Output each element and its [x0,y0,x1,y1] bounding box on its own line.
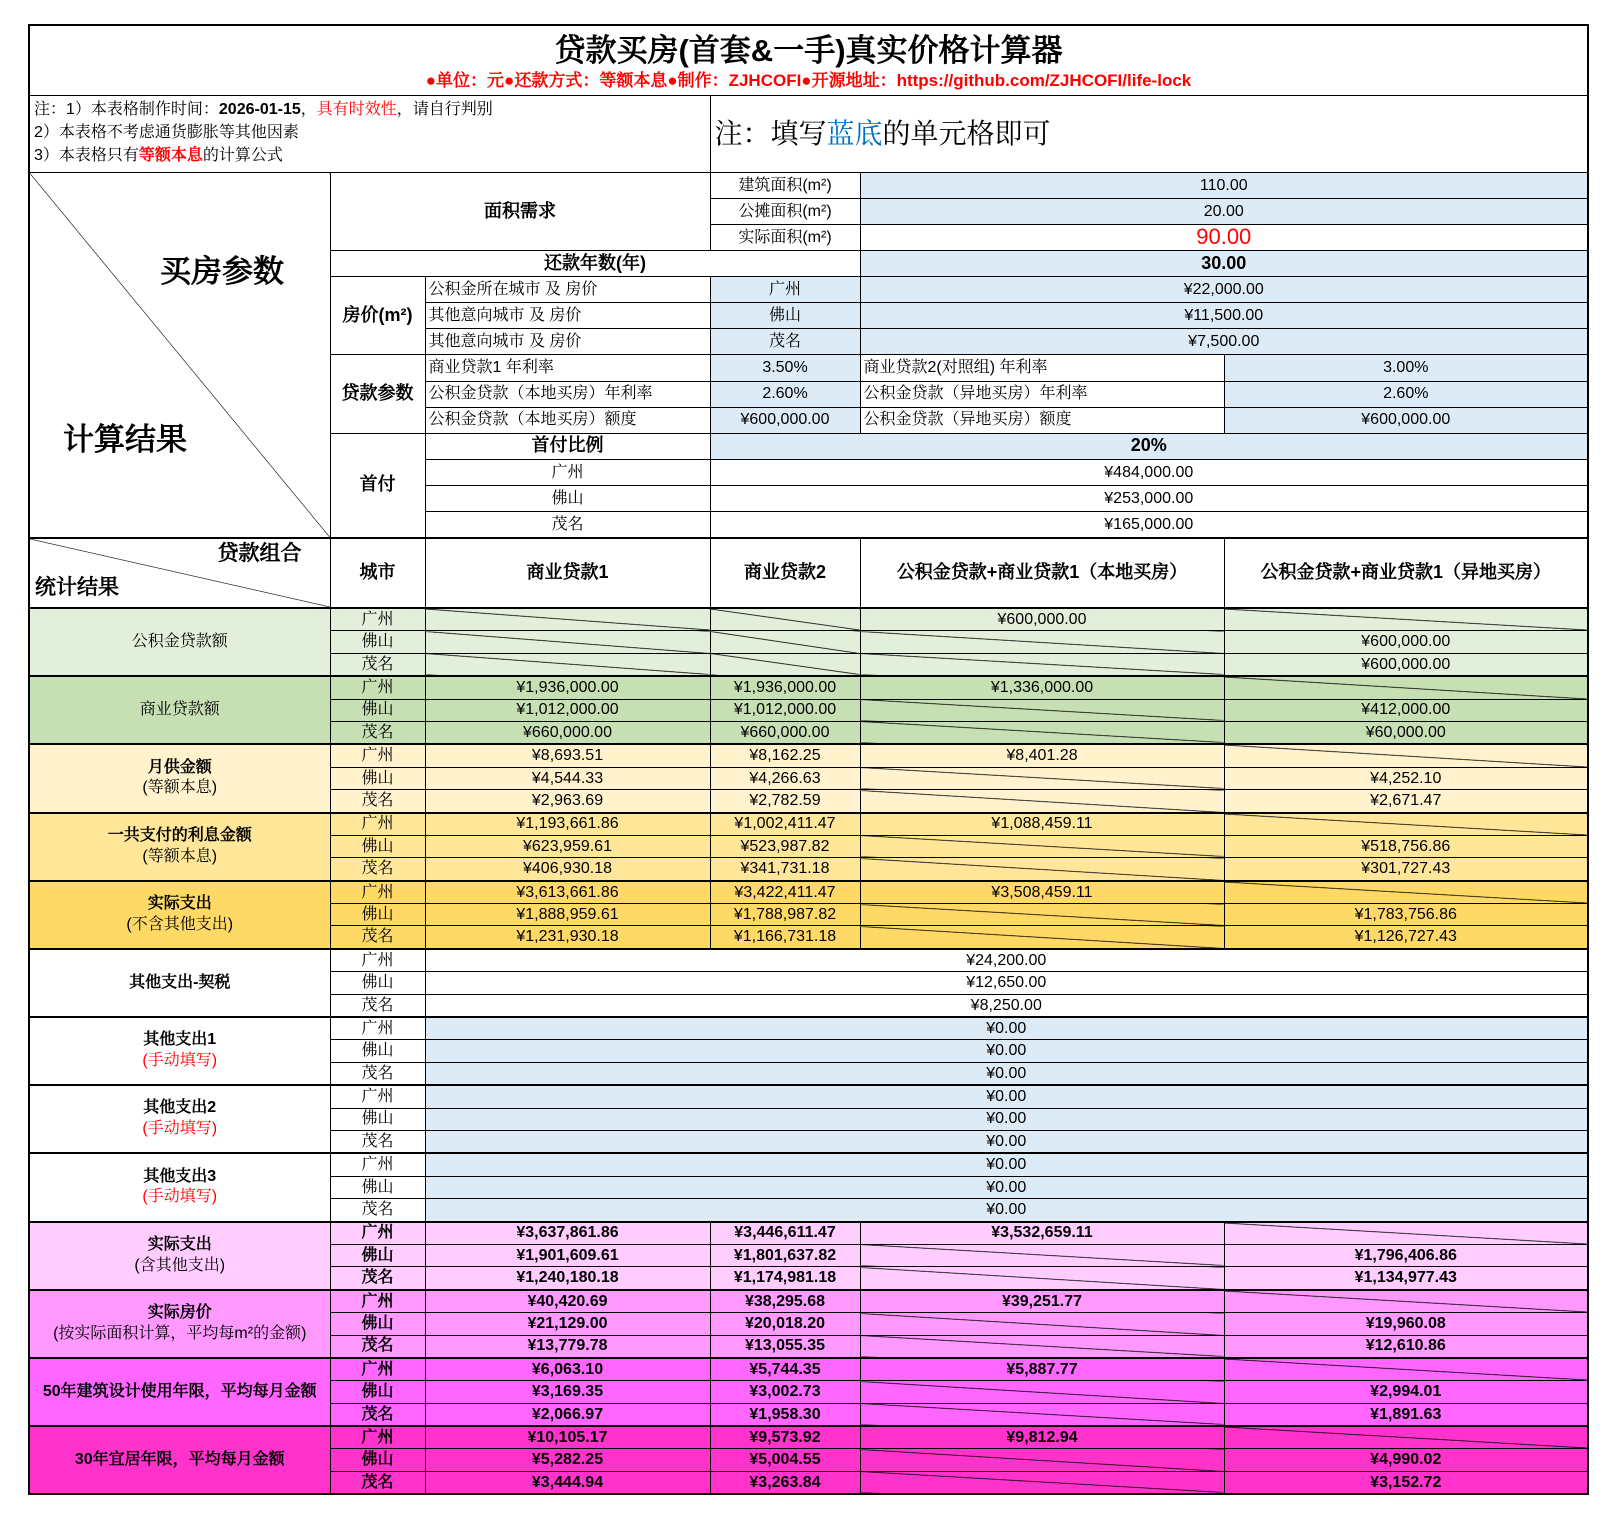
value-cell: ¥1,796,406.86 [1224,1244,1588,1266]
value-cell: ¥3,532,659.11 [860,1222,1224,1245]
loan-input-2[interactable]: ¥600,000.00 [1224,407,1588,433]
value-cell: ¥38,295.68 [710,1290,860,1313]
shared-area-input[interactable]: 20.00 [860,199,1588,225]
value-cell: ¥1,134,977.43 [1224,1267,1588,1290]
area-label: 面积需求 [330,173,710,251]
group-label [29,1085,330,1153]
group-subtitle: (按实际面积计算，平均每m²的金额) [53,1324,307,1342]
manual-input-cell[interactable]: ¥0.00 [425,1085,1588,1108]
note-text: 3）本表格只有 [34,147,139,164]
value-cell: ¥21,129.00 [425,1313,710,1335]
years-label: 还款年数(年) [330,251,860,277]
not-applicable-cell [1224,1358,1588,1381]
not-applicable-cell [860,721,1224,744]
value-cell: ¥412,000.00 [1224,699,1588,721]
calculator-sheet [28,24,1589,1495]
value-cell: ¥600,000.00 [1224,631,1588,653]
not-applicable-cell [1224,1426,1588,1449]
manual-input-cell[interactable]: ¥0.00 [425,1176,1588,1198]
group-subtitle: (手动填写) [142,1188,218,1206]
value-cell: ¥13,055.35 [710,1335,860,1358]
city-cell: 佛山 [330,1449,425,1471]
group-label [29,1290,330,1358]
not-applicable-cell [860,631,1224,653]
years-input[interactable]: 30.00 [860,251,1588,277]
city-cell: 茂名 [330,1130,425,1153]
value-cell: ¥39,251.77 [860,1290,1224,1313]
city-cell: 茂名 [330,1199,425,1222]
value-cell: ¥12,610.86 [1224,1335,1588,1358]
group-label [29,881,330,949]
group-label [29,1426,330,1494]
loan-row-label: 公积金贷款（本地买房）年利率 [425,381,710,407]
table-row [29,881,1588,904]
group-title: 实际房价 [147,1304,212,1321]
value-cell: ¥8,162.25 [710,744,860,767]
down-city: 茂名 [425,512,710,539]
value-cell: ¥301,727.43 [1224,858,1588,881]
value-cell: ¥8,401.28 [860,744,1224,767]
table-row [29,1426,1588,1449]
value-cell: ¥60,000.00 [1224,721,1588,744]
loan-row-label-2: 公积金贷款（异地买房）年利率 [860,381,1224,407]
value-cell: ¥3,444.94 [425,1471,710,1494]
loan-row-label-2: 商业贷款2(对照组) 年利率 [860,355,1224,381]
value-cell: ¥3,613,661.86 [425,881,710,904]
not-applicable-cell [860,1471,1224,1494]
note-line-2: 2）本表格不考虑通货膨胀等其他因素 [34,124,299,141]
loan-row-label: 公积金贷款（本地买房）额度 [425,407,710,433]
value-cell: ¥10,105.17 [425,1426,710,1449]
city-cell: 佛山 [330,1108,425,1130]
table-row [29,744,1588,767]
value-cell: ¥1,958.30 [710,1403,860,1426]
value-cell: ¥523,987.82 [710,835,860,857]
manual-input-cell[interactable]: ¥0.00 [425,1153,1588,1176]
value-cell: ¥1,126,727.43 [1224,926,1588,949]
area-row-label: 实际面积(m²) [710,225,860,251]
value-cell: ¥660,000.00 [425,721,710,744]
value-cell: ¥24,200.00 [425,949,1588,972]
down-ratio-input[interactable]: 20% [710,433,1588,459]
city-cell: 茂名 [330,1267,425,1290]
city-cell: 茂名 [330,858,425,881]
table-row [29,949,1588,972]
group-subtitle: (手动填写) [142,1120,218,1138]
not-applicable-cell [860,1449,1224,1471]
value-cell: ¥19,960.08 [1224,1313,1588,1335]
city-cell: 佛山 [330,835,425,857]
value-cell: ¥8,250.00 [425,994,1588,1017]
group-label [29,1358,330,1426]
not-applicable-cell [860,904,1224,926]
city-cell: 茂名 [330,653,425,676]
city-cell: 佛山 [330,1040,425,1062]
city-cell: 广州 [330,608,425,631]
group-subtitle: (等额本息) [142,847,218,865]
value-cell: ¥1,166,731.18 [710,926,860,949]
group-title: 其他支出1 [143,1031,217,1049]
manual-input-cell[interactable]: ¥0.00 [425,1017,1588,1040]
city-cell: 广州 [330,813,425,836]
city-cell: 佛山 [330,1244,425,1266]
loan-input[interactable]: ¥600,000.00 [710,407,860,433]
value-cell: ¥8,693.51 [425,744,710,767]
value-cell: ¥20,018.20 [710,1313,860,1335]
note-text: ，请自行判别 [396,101,493,118]
params-corner [29,173,330,539]
note-date: 2026-01-15 [218,101,301,118]
not-applicable-cell [425,653,710,676]
group-title: 其他支出3 [143,1167,217,1185]
value-cell: ¥2,671.47 [1224,790,1588,813]
city-cell: 佛山 [330,1313,425,1335]
value-cell: ¥1,012,000.00 [425,699,710,721]
col-header: 公积金贷款+商业贷款1（本地买房） [860,538,1224,608]
col-header: 商业贷款1 [425,538,710,608]
hint-text: 注：填写 [714,117,827,149]
city-cell: 广州 [330,1085,425,1108]
not-applicable-cell [860,790,1224,813]
table-row [29,1290,1588,1313]
note-highlight: 等额本息 [138,147,203,164]
value-cell: ¥3,446,611.47 [710,1222,860,1245]
price-label: 房价(m²) [330,277,425,355]
city-cell: 茂名 [330,926,425,949]
hint-blue: 蓝底 [826,117,883,149]
col-header: 公积金贷款+商业贷款1（异地买房） [1224,538,1588,608]
value-cell: ¥2,963.69 [425,790,710,813]
loan-input-2[interactable]: 2.60% [1224,381,1588,407]
value-cell: ¥1,936,000.00 [710,676,860,699]
down-value: ¥165,000.00 [710,512,1588,539]
city-input[interactable]: 广州 [710,277,860,303]
city-cell: 佛山 [330,1381,425,1403]
price-input[interactable]: ¥7,500.00 [860,329,1588,355]
not-applicable-cell [860,1403,1224,1426]
loan-input[interactable]: 3.50% [710,355,860,381]
not-applicable-cell [1224,676,1588,699]
down-city: 广州 [425,460,710,486]
not-applicable-cell [1224,813,1588,836]
value-cell: ¥13,779.78 [425,1335,710,1358]
value-cell: ¥1,936,000.00 [425,676,710,699]
city-cell: 佛山 [330,904,425,926]
value-cell: ¥1,240,180.18 [425,1267,710,1290]
city-cell: 广州 [330,1222,425,1245]
not-applicable-cell [860,767,1224,789]
city-cell: 广州 [330,881,425,904]
group-label [29,744,330,812]
group-title: 实际支出 [147,1235,212,1253]
city-cell: 茂名 [330,994,425,1017]
price-input[interactable]: ¥11,500.00 [860,303,1588,329]
group-label [29,813,330,881]
value-cell: ¥1,174,981.18 [710,1267,860,1290]
table-row [29,1153,1588,1176]
value-cell: ¥1,901,609.61 [425,1244,710,1266]
corner-top-label: 买房参数 [160,254,284,289]
loan-input[interactable]: 2.60% [710,381,860,407]
value-cell: ¥1,801,637.82 [710,1244,860,1266]
not-applicable-cell [425,631,710,653]
group-subtitle: (不含其他支出) [126,915,234,933]
value-cell: ¥12,650.00 [425,972,1588,994]
value-cell: ¥600,000.00 [860,608,1224,631]
down-value: ¥253,000.00 [710,486,1588,512]
value-cell: ¥3,169.35 [425,1381,710,1403]
not-applicable-cell [710,608,860,631]
value-cell: ¥9,573.92 [710,1426,860,1449]
value-cell: ¥5,744.35 [710,1358,860,1381]
not-applicable-cell [1224,881,1588,904]
not-applicable-cell [425,608,710,631]
city-cell: 茂名 [330,790,425,813]
corner-stats: 统计结果 [35,575,119,599]
col-header: 商业贷款2 [710,538,860,608]
not-applicable-cell [860,926,1224,949]
actual-area-value: 90.00 [860,225,1588,251]
city-cell: 佛山 [330,767,425,789]
value-cell: ¥3,637,861.86 [425,1222,710,1245]
results-corner [29,538,330,608]
group-subtitle: (手动填写) [142,1052,218,1070]
group-subtitle: (含其他支出) [134,1256,226,1274]
table-row [29,1017,1588,1040]
value-cell: ¥2,066.97 [425,1403,710,1426]
city-cell: 佛山 [330,972,425,994]
group-label [29,949,330,1017]
price-row-label: 其他意向城市 及 房价 [425,303,710,329]
table-row [29,813,1588,836]
value-cell: ¥3,002.73 [710,1381,860,1403]
price-row-label: 公积金所在城市 及 房价 [425,277,710,303]
loan-input-2[interactable]: 3.00% [1224,355,1588,381]
subtitle: ●单位：元●还款方式：等额本息●制作：ZJHCOFI●开源地址：https://github.com/ZJHCOFI/life-lock [425,71,1192,91]
group-label [29,1017,330,1085]
value-cell: ¥40,420.69 [425,1290,710,1313]
loan-label: 贷款参数 [330,355,425,433]
not-applicable-cell [860,1267,1224,1290]
value-cell: ¥1,891.63 [1224,1403,1588,1426]
value-cell: ¥3,263.84 [710,1471,860,1494]
group-title: 公积金贷款额 [131,632,228,650]
down-payment-label: 首付 [330,433,425,538]
hint-cell [710,96,1588,173]
value-cell: ¥1,783,756.86 [1224,904,1588,926]
not-applicable-cell [1224,1222,1588,1245]
value-cell: ¥1,193,661.86 [425,813,710,836]
value-cell: ¥623,959.61 [425,835,710,857]
price-row-label: 其他意向城市 及 房价 [425,329,710,355]
note-text: 的计算公式 [202,147,283,164]
not-applicable-cell [1224,608,1588,631]
group-title: 50年建筑设计使用年限，平均每月金额 [42,1382,317,1400]
city-cell: 广州 [330,1017,425,1040]
manual-input-cell[interactable]: ¥0.00 [425,1040,1588,1062]
group-title: 其他支出-契税 [129,973,231,991]
not-applicable-cell [860,653,1224,676]
group-title: 其他支出2 [143,1099,217,1117]
value-cell: ¥406,930.18 [425,858,710,881]
city-cell: 广州 [330,1290,425,1313]
loan-row-label-2: 公积金贷款（异地买房）额度 [860,407,1224,433]
city-cell: 佛山 [330,1176,425,1198]
not-applicable-cell [860,1335,1224,1358]
down-value: ¥484,000.00 [710,460,1588,486]
not-applicable-cell [710,631,860,653]
not-applicable-cell [860,1381,1224,1403]
table-row [29,1358,1588,1381]
value-cell: ¥4,266.63 [710,767,860,789]
loan-row-label: 商业贷款1 年利率 [425,355,710,381]
city-cell: 茂名 [330,1335,425,1358]
value-cell: ¥1,012,000.00 [710,699,860,721]
city-cell: 佛山 [330,699,425,721]
table-row [29,1085,1588,1108]
group-subtitle: (等额本息) [142,779,218,797]
page-title: 贷款买房(首套&一手)真实价格计算器 [554,33,1063,69]
value-cell: ¥600,000.00 [1224,653,1588,676]
manual-input-cell[interactable]: ¥0.00 [425,1130,1588,1153]
value-cell: ¥3,152.72 [1224,1471,1588,1494]
corner-loan-combo: 贷款组合 [217,542,302,565]
not-applicable-cell [860,1313,1224,1335]
city-cell: 广州 [330,1426,425,1449]
not-applicable-cell [860,1244,1224,1266]
value-cell: ¥5,887.77 [860,1358,1224,1381]
notes-cell [29,96,710,173]
value-cell: ¥341,731.18 [710,858,860,881]
down-city: 佛山 [425,486,710,512]
manual-input-cell[interactable]: ¥0.00 [425,1062,1588,1085]
value-cell: ¥4,252.10 [1224,767,1588,789]
area-row-label: 公摊面积(m²) [710,199,860,225]
not-applicable-cell [710,653,860,676]
value-cell: ¥9,812.94 [860,1426,1224,1449]
value-cell: ¥1,888,959.61 [425,904,710,926]
table-row [29,676,1588,699]
city-cell: 佛山 [330,631,425,653]
group-label [29,608,330,676]
value-cell: ¥518,756.86 [1224,835,1588,857]
value-cell: ¥1,788,987.82 [710,904,860,926]
city-cell: 茂名 [330,721,425,744]
value-cell: ¥5,004.55 [710,1449,860,1471]
down-ratio-label: 首付比例 [425,433,710,459]
value-cell: ¥1,231,930.18 [425,926,710,949]
area-row-label: 建筑面积(m²) [710,173,860,199]
value-cell: ¥6,063.10 [425,1358,710,1381]
table-row [29,1222,1588,1245]
city-cell: 广州 [330,676,425,699]
value-cell: ¥660,000.00 [710,721,860,744]
city-cell: 茂名 [330,1062,425,1085]
value-cell: ¥1,088,459.11 [860,813,1224,836]
not-applicable-cell [860,699,1224,721]
value-cell: ¥2,782.59 [710,790,860,813]
not-applicable-cell [1224,1290,1588,1313]
price-input[interactable]: ¥22,000.00 [860,277,1588,303]
value-cell: ¥1,336,000.00 [860,676,1224,699]
col-header-city: 城市 [330,538,425,608]
city-cell: 广州 [330,744,425,767]
manual-input-cell[interactable]: ¥0.00 [425,1199,1588,1222]
city-cell: 广州 [330,1358,425,1381]
group-title: 月供金额 [147,758,212,776]
value-cell: ¥3,422,411.47 [710,881,860,904]
value-cell: ¥1,002,411.47 [710,813,860,836]
title-cell [29,25,1588,96]
not-applicable-cell [1224,744,1588,767]
table-row [29,608,1588,631]
not-applicable-cell [860,835,1224,857]
group-label [29,1222,330,1290]
value-cell: ¥4,544.33 [425,767,710,789]
group-title: 30年宜居年限，平均每月金额 [74,1450,285,1468]
group-title: 商业贷款额 [139,700,220,718]
city-cell: 茂名 [330,1403,425,1426]
group-title: 实际支出 [147,894,212,912]
not-applicable-cell [860,858,1224,881]
value-cell: ¥4,990.02 [1224,1449,1588,1471]
group-title: 一共支付的利息金额 [107,826,252,844]
corner-bottom-label: 计算结果 [63,422,187,457]
city-cell: 广州 [330,1153,425,1176]
value-cell: ¥5,282.25 [425,1449,710,1471]
group-label [29,676,330,744]
note-text: ， [300,101,317,118]
group-label [29,1153,330,1221]
value-cell: ¥3,508,459.11 [860,881,1224,904]
manual-input-cell[interactable]: ¥0.00 [425,1108,1588,1130]
hint-text: 的单元格即可 [882,117,1051,149]
value-cell: ¥2,994.01 [1224,1381,1588,1403]
city-input[interactable]: 佛山 [710,303,860,329]
note-highlight: 具有时效性 [316,101,397,118]
city-input[interactable]: 茂名 [710,329,860,355]
city-cell: 茂名 [330,1471,425,1494]
note-text: 注：1）本表格制作时间： [34,101,219,118]
building-area-input[interactable]: 110.00 [860,173,1588,199]
city-cell: 广州 [330,949,425,972]
